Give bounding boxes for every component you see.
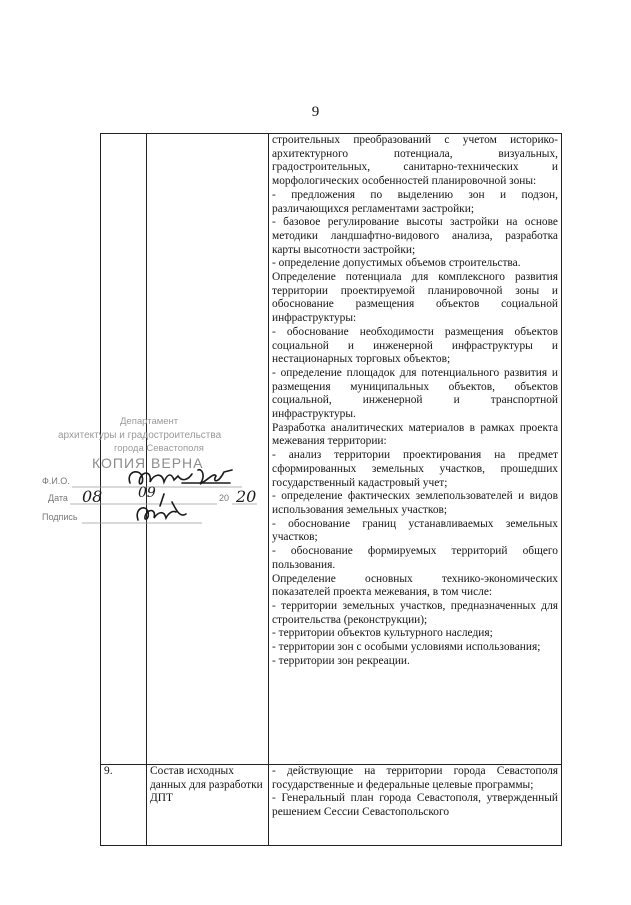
- cell-number: [101, 134, 147, 765]
- page-number: 9: [311, 104, 320, 120]
- table-row-9: [101, 765, 562, 846]
- stamp-label-fio: Ф.И.О.: [42, 476, 70, 486]
- content-paragraph: - обоснование границ устанавливаемых земельных участков;: [272, 517, 558, 544]
- cell-title: [147, 134, 269, 765]
- row-number: 9.: [101, 765, 147, 846]
- requirements-table: [100, 133, 562, 846]
- stamp-date-year: 20: [219, 493, 230, 503]
- stamp-line-architecture: архитектуры и градостроительства: [58, 430, 222, 441]
- cell-content: [269, 134, 562, 765]
- content-paragraph: - предложения по выделению зон и подзон, различающихся регламентами застройки;: [272, 188, 558, 215]
- content-paragraph: - определение фактических землепользователей и видов использования земельных участков;: [272, 490, 558, 516]
- stamp-copy-correct: КОПИЯ ВЕРНА: [92, 455, 204, 471]
- content-paragraph: - обоснование формируемых территорий общего пользования.: [272, 545, 558, 571]
- content-paragraph: - определение допустимых объемов строительства.: [272, 257, 521, 270]
- stamp-line-city: города Севастополя: [114, 443, 204, 454]
- content-paragraph: - обоснование необходимости размещения объектов социальной и инженерной инфраструктуры и нестационарных торговых объектов;: [272, 325, 558, 366]
- content-paragraph: - территории земельных участков, предназначенных для строительства (реконструкции);: [272, 599, 558, 626]
- stamp-label-date: Дата: [48, 493, 68, 503]
- content-paragraph: Определение потенциала для комплексного развития территории проектируемой планировочной зоны и обоснование размещения объектов социальной инфраструктуры:: [272, 271, 558, 325]
- content-paragraph: - территории зон рекреации.: [272, 654, 410, 667]
- row-title: Состав исходных данных для разработки ДПТ: [147, 765, 269, 846]
- stamp-label-signature: Подпись: [42, 512, 78, 522]
- handwritten-year: 20: [236, 487, 257, 506]
- content-paragraph: - территории зон с особыми условиями использования;: [272, 641, 541, 654]
- content-paragraph: Разработка аналитических материалов в рамках проекта межевания территории:: [272, 421, 558, 448]
- content-paragraph: - базовое регулирование высоты застройки на основе методики ландшафтно-видового анализа, разработка карты высотности застройки;: [272, 216, 558, 256]
- row-content: [269, 765, 562, 846]
- content-paragraph: строительных преобразований с учетом историко-архитектурного потенциала, визуальных, градостроительных, санитарно-технических и морфологических особенностей планировочной зоны:: [272, 134, 558, 188]
- content-paragraph: - анализ территории проектирования на предмет сформированных земельных участков, прошедших государственный кадастровый учет;: [272, 449, 558, 489]
- handwritten-month: 09: [138, 485, 156, 501]
- content-paragraph: - действующие на территории города Севастополя государственные и федеральные целевые программы;: [272, 765, 558, 791]
- content-paragraph: Определение основных технико-экономических показателей проекта межевания, в том числе:: [272, 572, 558, 599]
- handwritten-day: 08: [82, 487, 103, 506]
- stamp-line-department: Департамент: [120, 416, 179, 427]
- content-paragraph: - Генеральный план города Севастополя, утвержденный решением Сессии Севастопольского: [272, 792, 558, 819]
- content-paragraph: - определение площадок для потенциального развития и размещения муниципальных объектов, объектов социальной, инженерной и транспортной инфраструктуры.: [272, 366, 558, 421]
- content-paragraph: - территории объектов культурного наследия;: [272, 627, 493, 640]
- table-row-continuation: [101, 134, 562, 765]
